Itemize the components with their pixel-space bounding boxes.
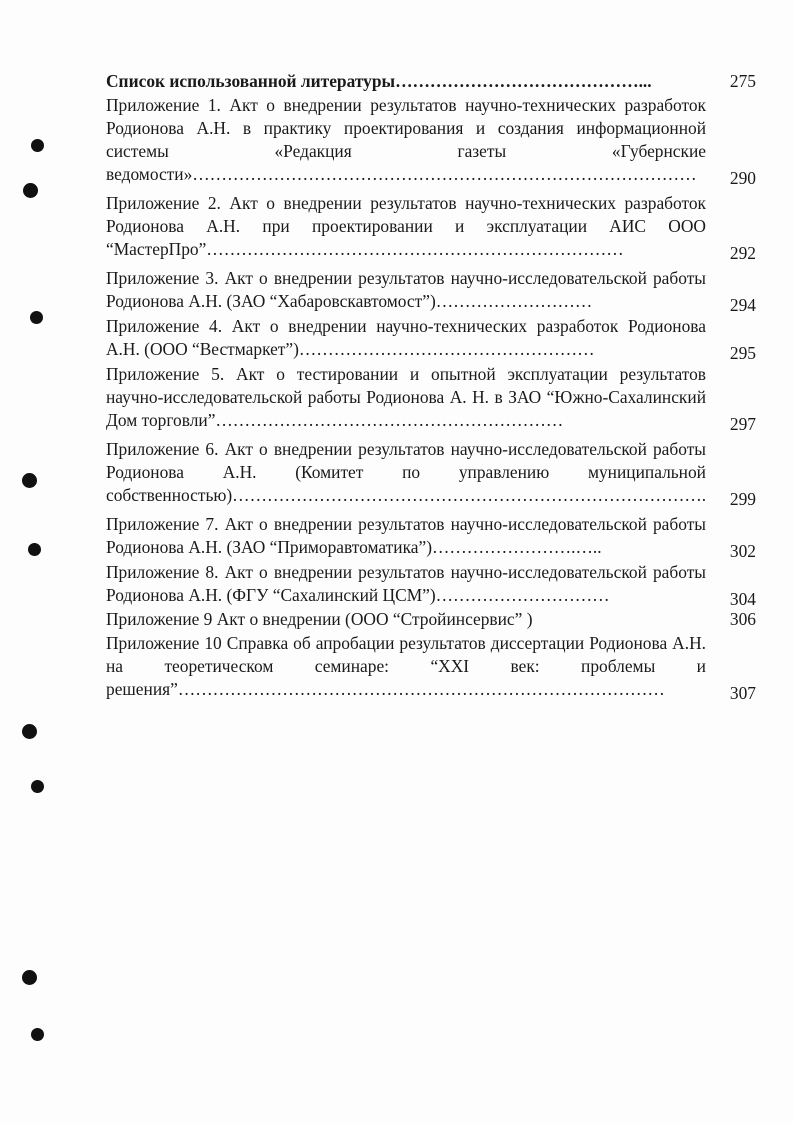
punch-hole-mark (22, 724, 37, 739)
toc-entry-page: 290 (729, 168, 756, 188)
toc-entry-title: Приложение 1. Акт о внедрении результатов научно-технических разработок Родионова А.Н. в практику проектирования и создания информационной системы «Редакция газеты «Губернские ведомости»…………………………………………………………………………… (106, 95, 706, 184)
punch-hole-mark (30, 311, 43, 324)
toc-entry-page: 304 (729, 589, 756, 609)
toc-entry-title: Приложение 6. Акт о внедрении результатов научно-исследовательской работы Родионова А.Н. (Комитет по управлению муниципальной собственностью)………………………………………………………………………. (106, 439, 707, 505)
toc-entry (106, 70, 756, 93)
toc-entry-page: 299 (729, 489, 756, 509)
toc-entry-page: 292 (729, 243, 756, 263)
toc-entry-title: Приложение 4. Акт о внедрении научно-технических разработок Родионова А.Н. (ООО “Вестмаркет”)…………………………………………… (106, 316, 706, 359)
toc-entry-page: 307 (729, 683, 756, 703)
toc-entry-page: 306 (729, 609, 756, 629)
toc-entry-title: Приложение 10 Справка об апробации результатов диссертации Родионова А.Н. на теоретическом семинаре: “XXI век: проблемы и решения”………………………………………………………………………… (106, 633, 706, 699)
toc-entry-title: Список использованной литературы……………………………………... (106, 71, 652, 91)
toc-entry-page: 302 (729, 541, 756, 561)
punch-hole-mark (22, 970, 37, 985)
punch-hole-mark (28, 543, 41, 556)
toc-entry (106, 513, 756, 559)
toc-entry (106, 315, 756, 361)
toc-entry-title: Приложение 2. Акт о внедрении результатов научно-технических разработок Родионова А.Н. при проектировании и эксплуатации АИС ООО “МастерПро”……………………………………………………………… (106, 193, 706, 259)
punch-hole-mark (31, 139, 44, 152)
toc-entry-page: 275 (729, 71, 756, 91)
toc-entry (106, 632, 756, 701)
toc-entry (106, 192, 756, 261)
toc-entry (106, 267, 756, 313)
punch-hole-mark (31, 1028, 44, 1041)
punch-hole-mark (31, 780, 44, 793)
punch-hole-mark (22, 473, 37, 488)
toc-entry-title: Приложение 7. Акт о внедрении результатов научно-исследовательской работы Родионова А.Н. (ЗАО “Приморавтоматика”)…………………….….. (106, 514, 706, 557)
toc-entry (106, 363, 756, 432)
toc-entry-page: 295 (729, 343, 756, 363)
toc-entry-title: Приложение 5. Акт о тестировании и опытной эксплуатации результатов научно-исследовательской работы Родионова А. Н. в ЗАО “Южно-Сахалинский Дом торговли”…………………………………………………… (106, 364, 706, 430)
toc-entry-page: 297 (729, 414, 756, 434)
toc-entry (106, 94, 756, 186)
toc-entry (106, 438, 756, 507)
punch-hole-mark (23, 183, 38, 198)
toc-entry-title: Приложение 8. Акт о внедрении результатов научно-исследовательской работы Родионова А.Н. (ФГУ “Сахалинский ЦСМ”)………………………… (106, 562, 706, 605)
toc-entry-title: Приложение 3. Акт о внедрении результатов научно-исследовательской работы Родионова А.Н. (ЗАО “Хабаровскавтомост”)……………………… (106, 268, 706, 311)
toc-entry-page: 294 (729, 295, 756, 315)
toc-entry (106, 561, 756, 607)
table-of-contents (106, 70, 756, 701)
toc-entry (106, 608, 756, 631)
toc-entry-title: Приложение 9 Акт о внедрении (ООО “Стройинсервис” ) (106, 609, 533, 629)
